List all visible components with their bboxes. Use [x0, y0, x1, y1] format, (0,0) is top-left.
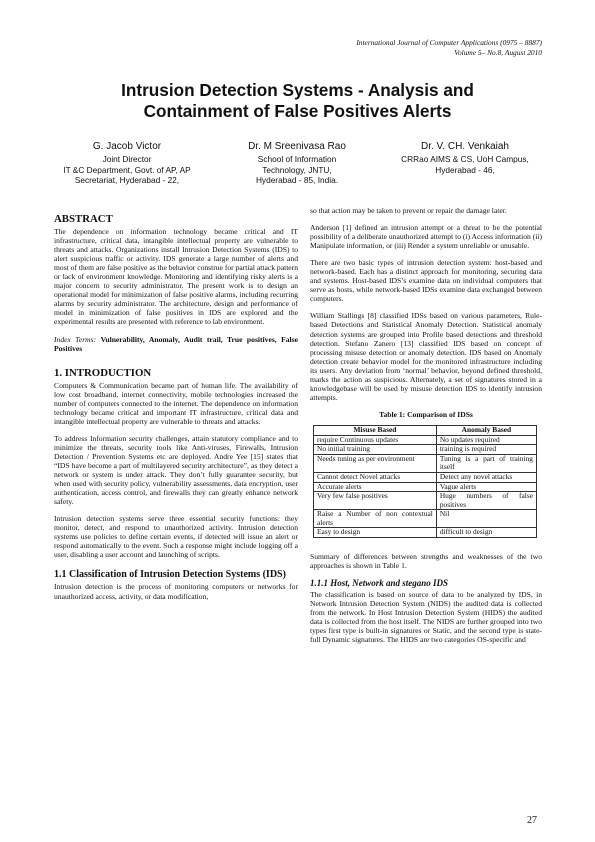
table-row: [314, 492, 537, 510]
body-paragraph: Summary of differences between strengths and weaknesses of the two approaches is shown in Table 1.: [310, 552, 542, 571]
table-cell: difficult to design: [436, 528, 536, 538]
section-1-1-heading: 1.1 Classification of Intrusion Detection Systems (IDS): [54, 569, 286, 581]
author-block-3: Dr. V. CH. Venkaiah CRRao AIMS & CS, UoH Campus, Hyderabad - 46,: [380, 140, 550, 175]
abstract-heading: ABSTRACT: [54, 213, 113, 225]
table-cell: Vague alerts: [436, 482, 536, 492]
table-header-cell: Anomaly Based: [436, 425, 536, 435]
body-paragraph: William Stallings [8] classified IDSs based on various parameters, Rule-based Detections and Statistical Anomaly Detection. Statistical anomaly detection systems are grouped into Profile based detections and threshold detection. Stefano Zanero [13] classified IDS based on concept of processing misuse detection or anomaly detection. IDS based on Anomaly detection create behavior model for the monitored infrastructure including its users. Any deviation from ‘normal’ behavior, beyond defined threshold, marks the action as suspicious. Alternately, a set of signatures stored in a knowledgebase will be used by misuse detection IDS to identify intrusion attempts.: [310, 311, 542, 402]
table-cell: Tuning is a part of training itself: [436, 454, 536, 472]
table-cell: require Continuous updates: [314, 435, 437, 445]
table-caption: Table 1: Comparison of IDSs: [379, 409, 473, 419]
author-block-2: Dr. M Sreenivasa Rao School of Information Technology, JNTU, Hyderabad - 85, India.: [222, 140, 372, 186]
journal-volume: Volume 5– No.8, August 2010: [454, 48, 542, 57]
table-cell: Needs tuning as per environment: [314, 454, 437, 472]
table-cell: Raise a Number of non contextual alerts: [314, 510, 437, 528]
section-paragraph: Intrusion detection is the process of monitoring computers or networks for unauthorized access, activity, or data modification,: [54, 582, 298, 601]
author-name: Dr. V. CH. Venkaiah: [420, 141, 509, 152]
intro-paragraph: To address Information security challenges, attain statutory compliance and to minimize the threats, security tools like Anti-viruses, Firewalls, Intrusion Detection / Prevention Systems etc are deployed. Andre Yee [15] states that “IDS have become a part of multilayered security architecture”, as they detect a network or system is under attack. They don’t fully guarantee security, but when used with security policy, vulnerability assessments, data encryption, user authentication, access control, and firewalls they can greatly enhance network safety.: [54, 433, 298, 507]
index-terms: Index Terms: Vulnerability, Anomaly, Audit trail, True positives, False Positives: [54, 334, 298, 353]
author-name: G. Jacob Victor: [92, 141, 162, 152]
running-header: [356, 38, 542, 58]
comparison-table: [313, 425, 537, 538]
table-cell: No updates required: [436, 435, 536, 445]
table-row: [314, 472, 537, 482]
left-column: [54, 213, 298, 609]
table-cell: Cannot detect Novel attacks: [314, 472, 437, 482]
body-paragraph: There are two basic types of intrusion detection system: host-based and network-based. Each has a distinct approach for monitoring, securing data and systems. Host-based IDS’s examine data on individual computers that serve as hosts, while network-based IDSs examine data exchanged between computers.: [310, 258, 542, 304]
page-number: 27: [527, 815, 537, 826]
table-row: [314, 510, 537, 528]
table-row: [314, 445, 537, 455]
body-paragraph: Anderson [1] defined an intrusion attempt or a threat to be the potential possibility of a deliberate unauthorized attempt to (i) Access information (ii) Manipulate information, or (iii) Render a system unreliable or unusable.: [310, 223, 542, 251]
table-cell: Detect any novel attacks: [436, 472, 536, 482]
table-header-row: [314, 425, 537, 435]
section-paragraph: The classification is based on source of data to be analyzed by IDS, in Network Intrusion Detection System (NIDS) the audited data is collected from the network. In Host Intrusion Detection System (HIDS) the audited data is collected from the host itself. The NIDS are further grouped into two types first type is built-in signatures or Static, and the second type is state-full Dynamic signatures. The HIDS are two categories OS-specific and: [310, 590, 542, 645]
paper-title: Intrusion Detection Systems - Analysis and Containment of False Positives Alerts: [121, 80, 474, 121]
right-column: [310, 206, 542, 652]
body-paragraph: so that action may be taken to prevent or repair the damage later.: [310, 206, 507, 215]
table-cell: Easy to design: [314, 528, 437, 538]
table-row: [314, 528, 537, 538]
intro-heading: 1. INTRODUCTION: [54, 366, 152, 379]
author-block-1: G. Jacob Victor Joint Director IT &C Department, Govt. of AP, AP Secretariat, Hyderabad - 22,: [48, 140, 206, 186]
table-cell: No initial training: [314, 445, 437, 455]
table-header-cell: Misuse Based: [314, 425, 437, 435]
table-cell: Very few false positives: [314, 492, 437, 510]
section-1-1-1-heading: 1.1.1 Host, Network and stegano IDS: [310, 578, 449, 589]
abstract-text: The dependence on information technology became critical and IT infrastructure, critical data, intangible intellectual property are vulnerable to threats and attacks. Organizations install Intrusion Detection Systems (IDS) to alert suspicious traffic or activity. IDS generate a large number of alerts and most of them are false positive as the behavior construe for partial attack pattern or lack of environment knowledge. Monitoring and identifying risky alerts is a major concern to security administrator. The present work is to design an operational model for minimization of false positive alarms, including recurring alarms by security administrator. The architecture, design and performance of model in minimization of false positives in IDS are explored and the experimental results are presented with reference to lab environment.: [54, 227, 298, 327]
table-cell: Accurate alerts: [314, 482, 437, 492]
intro-paragraph: Computers & Communication became part of human life. The availability of low cost broadband, internet connectivity, mobile technologies increased the number of computers connected to the internet. The dependence on information technology became critical and important IT infrastructure, critical data and intangible intellectual property are vulnerable to threats and attacks.: [54, 380, 298, 426]
author-name: Dr. M Sreenivasa Rao: [248, 141, 346, 152]
table-row: [314, 454, 537, 472]
journal-name: International Journal of Computer Applications (0975 – 8887): [356, 38, 542, 47]
table-cell: Nil: [436, 510, 536, 528]
intro-paragraph: Intrusion detection systems serve three essential security functions: they monitor, detect, and respond to unauthorized activity. Intrusion detection systems use policies to define certain events, if detected will issue an alert or respond automatically to the event. Such a response might include logging off a user, disabling a user account and launching of scripts.: [54, 514, 298, 560]
table-cell: training is required: [436, 445, 536, 455]
table-cell: Huge numbers of false positives: [436, 492, 536, 510]
